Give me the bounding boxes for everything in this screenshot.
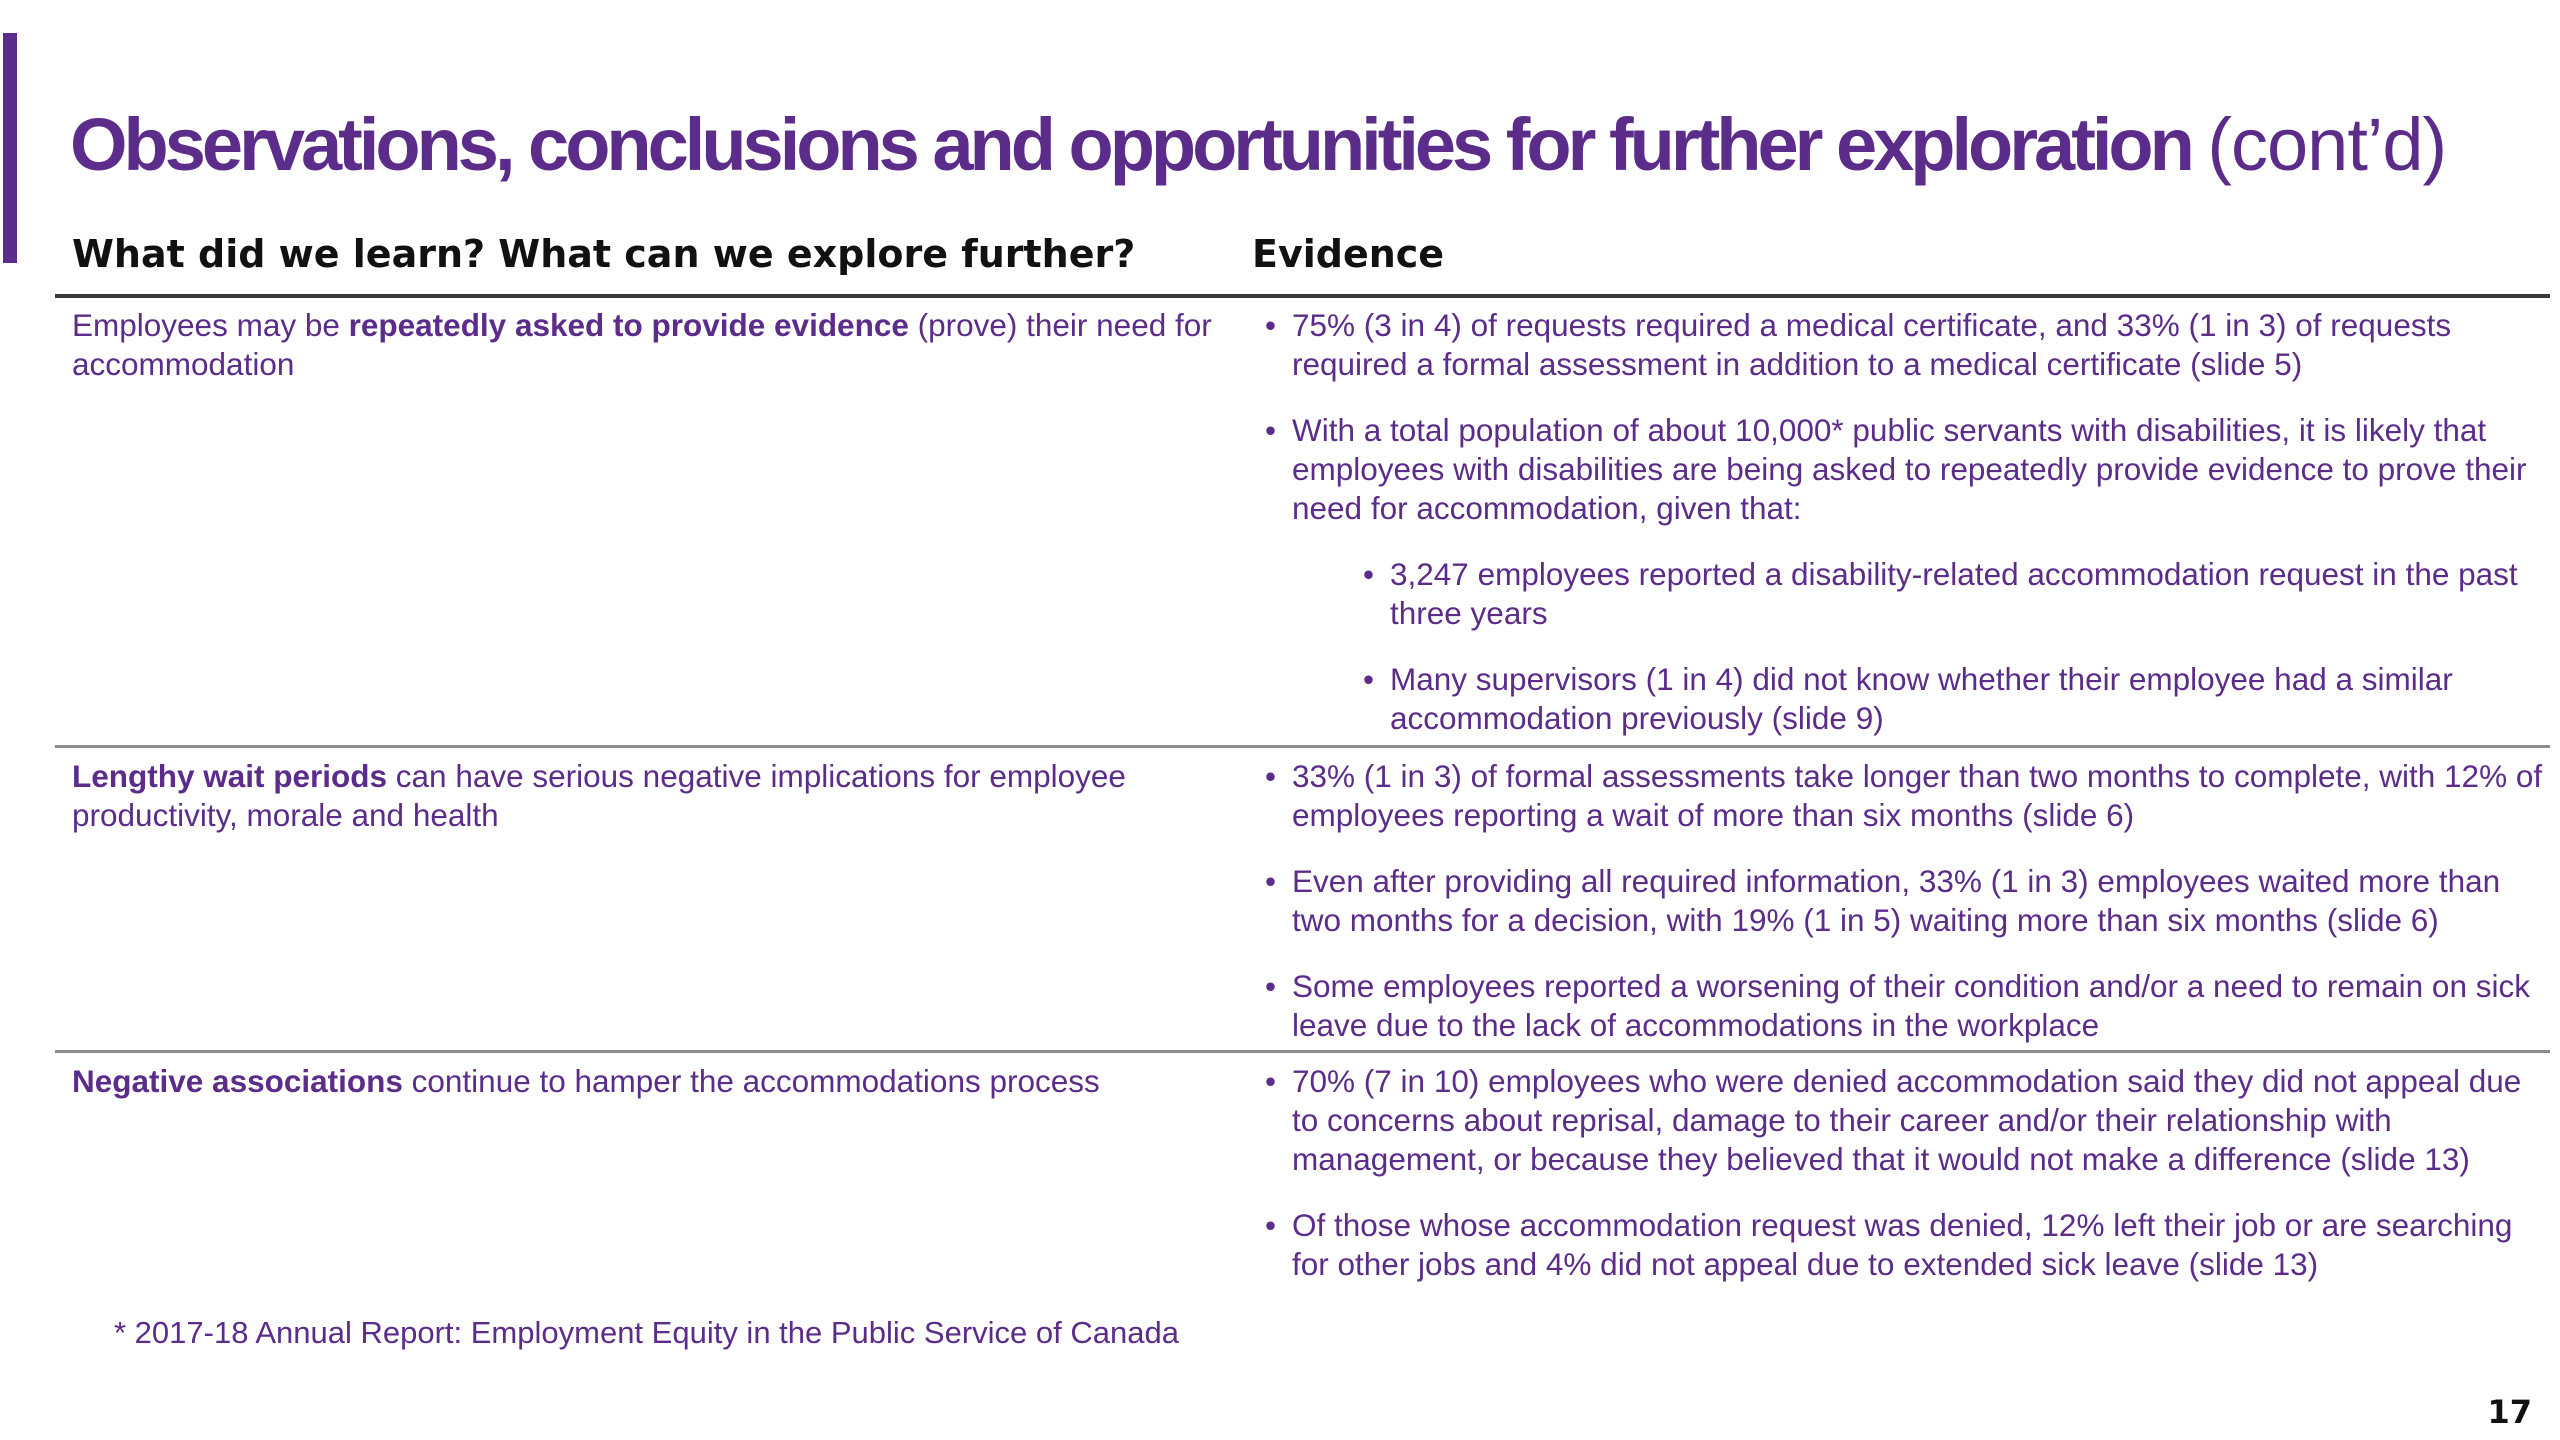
observation-wait-periods [72, 757, 1222, 835]
observation-highlight: Lengthy wait periods [72, 758, 388, 794]
evidence-item: • Some employees reported a worsening of their condition and/or a need to remain on sick leave due to the lack of accommodations in the workplace [1265, 967, 2550, 1045]
footnote: * 2017-18 Annual Report: Employment Equity in the Public Service of Canada [114, 1315, 1179, 1350]
evidence-list-row-3 [1265, 1062, 2550, 1311]
observation-text-post: can have serious negative implications for employee productivity, morale and health [72, 758, 1126, 833]
page-number: 17 [2487, 1393, 2532, 1431]
observation-highlight: Negative associations [72, 1063, 403, 1099]
evidence-item: • Of those whose accommodation request was denied, 12% left their job or are searching for other jobs and 4% did not appeal due to extended sick leave (slide 13) [1265, 1206, 2550, 1284]
accent-bar [3, 33, 17, 263]
evidence-subitem: • 3,247 employees reported a disability-related accommodation request in the past three years [1363, 555, 2550, 633]
observation-highlight: repeatedly asked to provide evidence [348, 307, 909, 343]
evidence-item: • With a total population of about 10,000* public servants with disabilities, it is likely that employees with disabilities are being asked to repeatedly provide evidence to prove their need for accommodation, given that: [1265, 411, 2550, 528]
title-suffix: (cont’d) [2207, 103, 2447, 186]
evidence-list-row-2 [1265, 757, 2550, 1072]
column-header-evidence: Evidence [1252, 232, 1445, 276]
observation-text-post: (prove) their need for accommodation [72, 307, 1212, 382]
evidence-item: • 75% (3 in 4) of requests required a medical certificate, and 33% (1 in 3) of requests required a formal assessment in addition to a medical certificate (slide 5) [1265, 306, 2550, 384]
header-divider [55, 294, 2550, 298]
row-divider [55, 1050, 2550, 1053]
title-main: Observations, conclusions and opportunities for further exploration [70, 103, 2191, 186]
column-header-learned: What did we learn? What can we explore further? [72, 232, 1136, 276]
evidence-item: • 70% (7 in 10) employees who were denied accommodation said they did not appeal due to concerns about reprisal, damage to their career and/or their relationship with management, or because they believed that it would not make a difference (slide 13) [1265, 1062, 2550, 1179]
evidence-subitem: • Many supervisors (1 in 4) did not know whether their employee had a similar accommodation previously (slide 9) [1363, 660, 2550, 738]
evidence-item: • 33% (1 in 3) of formal assessments take longer than two months to complete, with 12% of employees reporting a wait of more than six months (slide 6) [1265, 757, 2550, 835]
row-divider [55, 745, 2550, 748]
observation-negative-associations [72, 1062, 1222, 1101]
evidence-list-row-1 [1265, 306, 2550, 765]
observation-evidence-requests [72, 306, 1222, 384]
evidence-item: • Even after providing all required information, 33% (1 in 3) employees waited more than two months for a decision, with 19% (1 in 5) waiting more than six months (slide 6) [1265, 862, 2550, 940]
observation-text-pre: Employees may be [72, 307, 349, 343]
observation-text-post: continue to hamper the accommodations process [402, 1063, 1100, 1099]
slide-title [70, 103, 2447, 186]
